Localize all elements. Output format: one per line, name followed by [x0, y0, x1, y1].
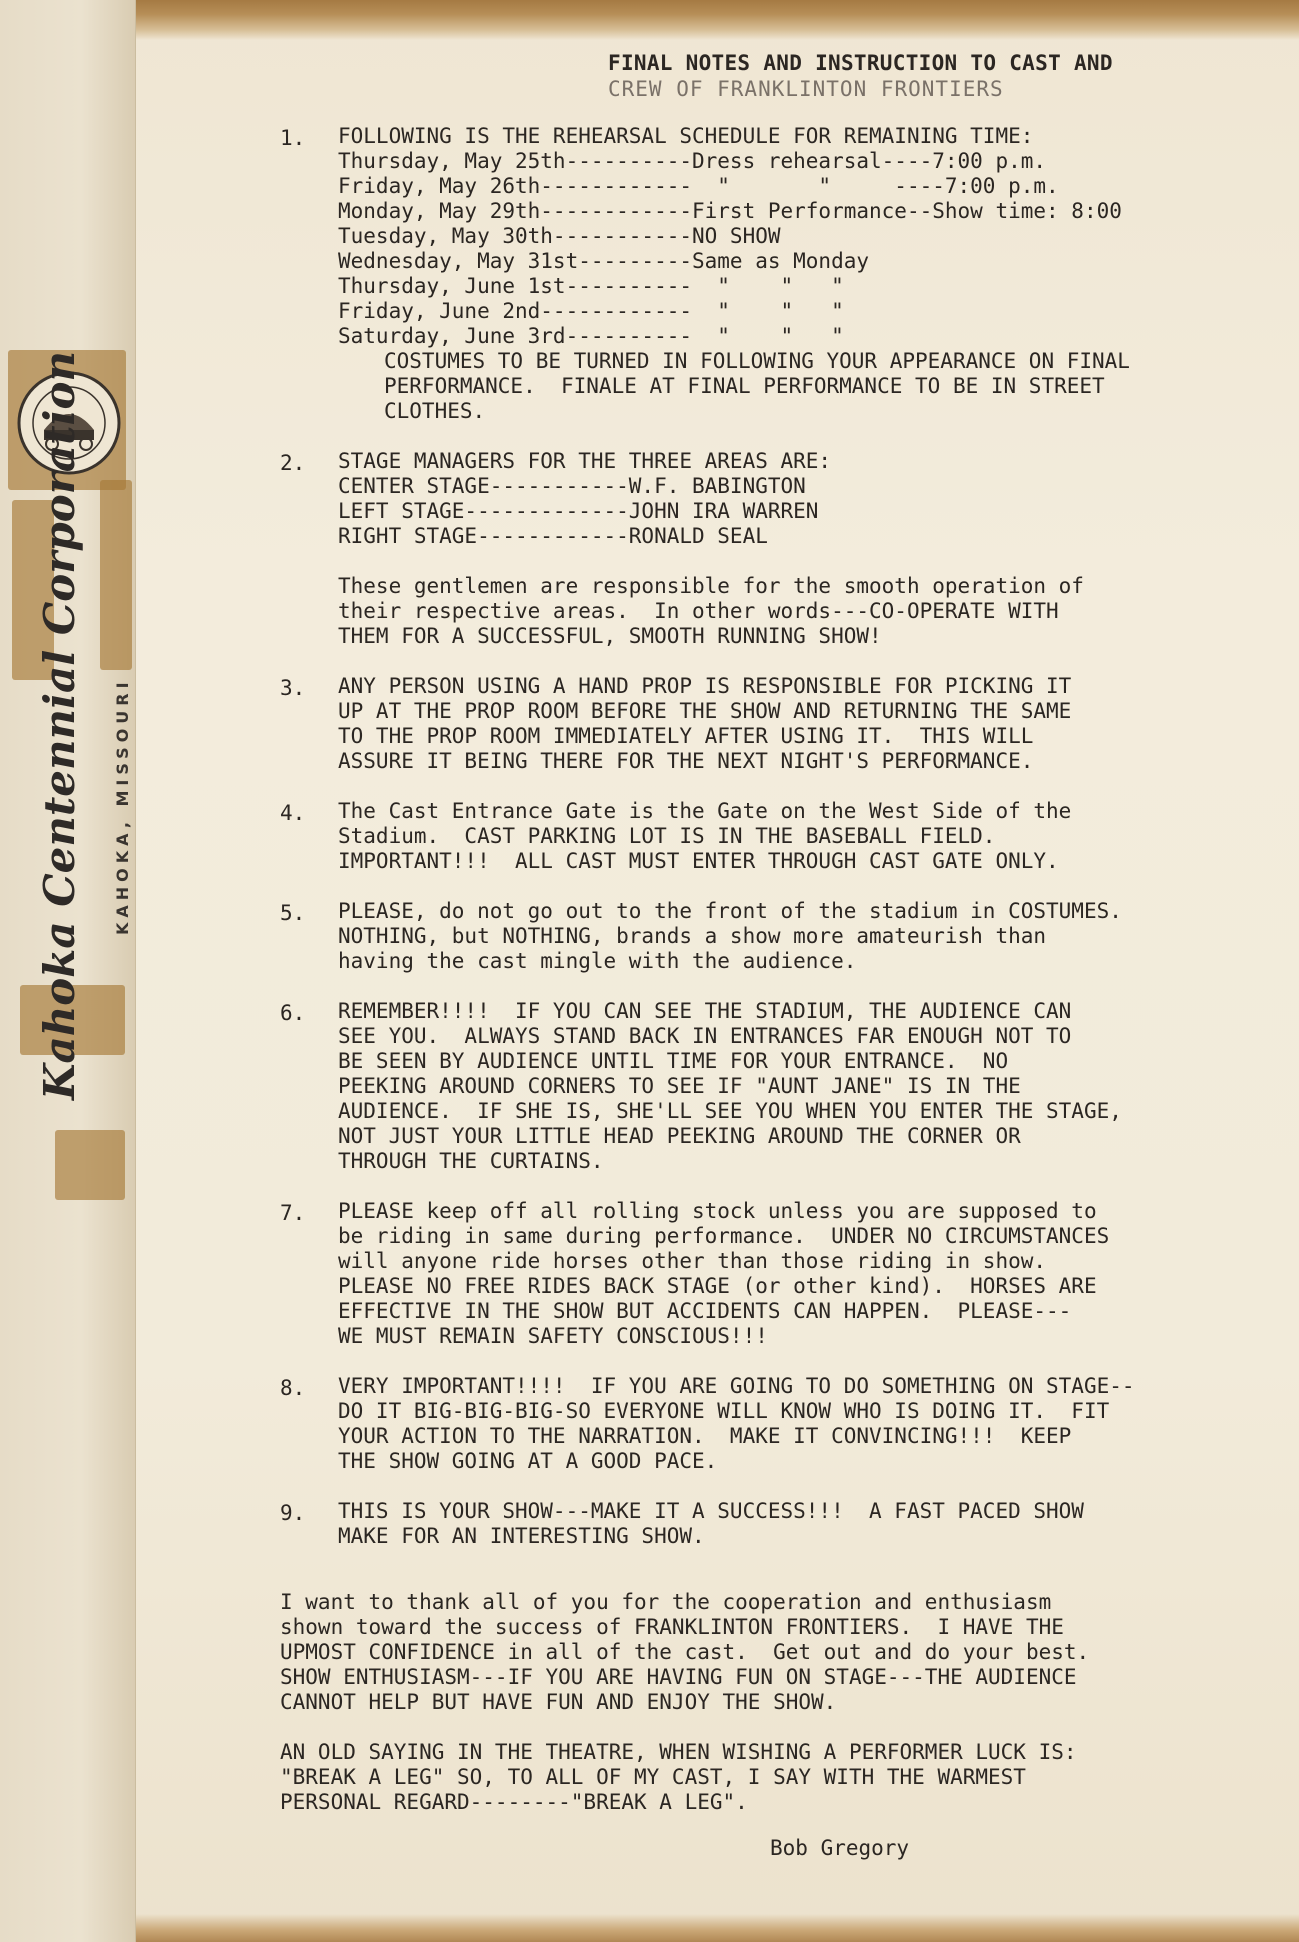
- item-line: LEFT STAGE-------------JOHN IRA WARREN: [338, 499, 819, 523]
- instruction-item-1: [280, 124, 1280, 424]
- paper-top-edge: [0, 0, 1299, 40]
- instruction-item-8: [280, 1374, 1280, 1474]
- item-note-line: PERFORMANCE. FINALE AT FINAL PERFORMANCE TO BE IN STREET: [384, 374, 1105, 398]
- item-line: THIS IS YOUR SHOW---MAKE IT A SUCCESS!!! A FAST PACED SHOW: [338, 1499, 1084, 1523]
- item-line: Stadium. CAST PARKING LOT IS IN THE BASEBALL FIELD.: [338, 824, 996, 848]
- closing-remarks: [280, 1590, 1280, 1840]
- item-number: 5.: [280, 901, 306, 925]
- closing-paragraph-2: [280, 1740, 1280, 1815]
- item-line: REMEMBER!!!! IF YOU CAN SEE THE STADIUM, THE AUDIENCE CAN: [338, 999, 1072, 1023]
- item-paragraph-line: These gentlemen are responsible for the smooth operation of: [338, 574, 1084, 598]
- instruction-item-3: [280, 674, 1280, 774]
- item-number: 6.: [280, 1001, 306, 1025]
- item-number: 1.: [280, 126, 306, 150]
- item-line: The Cast Entrance Gate is the Gate on the West Side of the: [338, 799, 1072, 823]
- instruction-item-2: [280, 449, 1280, 649]
- item-line: Thursday, May 25th----------Dress rehearsal----7:00 p.m.: [338, 149, 1047, 173]
- item-line: PLEASE NO FREE RIDES BACK STAGE (or other kind). HORSES ARE: [338, 1274, 1097, 1298]
- item-line: IMPORTANT!!! ALL CAST MUST ENTER THROUGH CAST GATE ONLY.: [338, 849, 1059, 873]
- item-line: SEE YOU. ALWAYS STAND BACK IN ENTRANCES FAR ENOUGH NOT TO: [338, 1024, 1072, 1048]
- paragraph-gap: [338, 549, 1280, 574]
- left-binding-strip: [0, 0, 136, 1942]
- instruction-item-4: [280, 799, 1280, 874]
- closing-line: PERSONAL REGARD--------"BREAK A LEG".: [280, 1790, 748, 1814]
- closing-paragraph-1: [280, 1590, 1280, 1715]
- item-line: will anyone ride horses other than those riding in show.: [338, 1249, 1047, 1273]
- item-paragraph-line: their respective areas. In other words---CO-OPERATE WITH: [338, 599, 1059, 623]
- item-line: STAGE MANAGERS FOR THE THREE AREAS ARE:: [338, 449, 832, 473]
- item-number: 9.: [280, 1501, 306, 1525]
- item-line: ANY PERSON USING A HAND PROP IS RESPONSIBLE FOR PICKING IT: [338, 674, 1072, 698]
- tape-piece: [55, 1130, 125, 1200]
- item-line: DO IT BIG-BIG-BIG-SO EVERYONE WILL KNOW WHO IS DOING IT. FIT: [338, 1399, 1110, 1423]
- item-line: AUDIENCE. IF SHE IS, SHE'LL SEE YOU WHEN YOU ENTER THE STAGE,: [338, 1099, 1122, 1123]
- item-line: PEEKING AROUND CORNERS TO SEE IF "AUNT JANE" IS IN THE: [338, 1074, 1021, 1098]
- item-line: Monday, May 29th------------First Performance--Show time: 8:00: [338, 199, 1122, 223]
- item-line: THE SHOW GOING AT A GOOD PACE.: [338, 1449, 718, 1473]
- closing-line: I want to thank all of you for the cooperation and enthusiasm: [280, 1590, 1052, 1614]
- item-number: 4.: [280, 801, 306, 825]
- item-line: ASSURE IT BEING THERE FOR THE NEXT NIGHT'S PERFORMANCE.: [338, 749, 1034, 773]
- item-line: UP AT THE PROP ROOM BEFORE THE SHOW AND RETURNING THE SAME: [338, 699, 1072, 723]
- closing-line: UPMOST CONFIDENCE in all of the cast. Get out and do your best.: [280, 1640, 1090, 1664]
- item-line: Thursday, June 1st---------- " " ": [338, 274, 844, 298]
- item-note-line: CLOTHES.: [384, 399, 486, 423]
- item-line: PLEASE keep off all rolling stock unless you are supposed to: [338, 1199, 1097, 1223]
- closing-line: CANNOT HELP BUT HAVE FUN AND ENJOY THE SHOW.: [280, 1690, 837, 1714]
- item-line: Wednesday, May 31st---------Same as Monday: [338, 249, 870, 273]
- instruction-item-7: [280, 1199, 1280, 1349]
- tape-piece: [100, 480, 132, 670]
- item-line: RIGHT STAGE------------RONALD SEAL: [338, 524, 768, 548]
- item-line: THROUGH THE CURTAINS.: [338, 1149, 604, 1173]
- title-line-2: CREW OF FRANKLINTON FRONTIERS: [608, 77, 1004, 101]
- closing-line: AN OLD SAYING IN THE THEATRE, WHEN WISHING A PERFORMER LUCK IS:: [280, 1740, 1077, 1764]
- item-line: CENTER STAGE-----------W.F. BABINGTON: [338, 474, 806, 498]
- closing-line: "BREAK A LEG" SO, TO ALL OF MY CAST, I SAY WITH THE WARMEST: [280, 1765, 1026, 1789]
- item-line: PLEASE, do not go out to the front of the stadium in COSTUMES.: [338, 899, 1122, 923]
- company-name: Kahoka Centennial Corporation: [35, 350, 84, 1100]
- item-line: Tuesday, May 30th-----------NO SHOW: [338, 224, 781, 248]
- item-note-line: COSTUMES TO BE TURNED IN FOLLOWING YOUR APPEARANCE ON FINAL: [384, 349, 1130, 373]
- item-line: BE SEEN BY AUDIENCE UNTIL TIME FOR YOUR ENTRANCE. NO: [338, 1049, 1009, 1073]
- item-line: NOTHING, but NOTHING, brands a show more amateurish than: [338, 924, 1047, 948]
- instruction-item-9: [280, 1499, 1280, 1549]
- item-line: FOLLOWING IS THE REHEARSAL SCHEDULE FOR REMAINING TIME:: [338, 124, 1034, 148]
- item-line: NOT JUST YOUR LITTLE HEAD PEEKING AROUND THE CORNER OR: [338, 1124, 1021, 1148]
- item-number: 7.: [280, 1201, 306, 1225]
- instruction-item-5: [280, 899, 1280, 974]
- closing-line: SHOW ENTHUSIASM---IF YOU ARE HAVING FUN ON STAGE---THE AUDIENCE: [280, 1665, 1077, 1689]
- document-title: [608, 50, 1113, 102]
- company-city: KAHOKA, MISSOURI: [113, 677, 132, 935]
- item-number: 3.: [280, 676, 306, 700]
- item-line: Friday, June 2nd------------ " " ": [338, 299, 844, 323]
- instruction-item-6: [280, 999, 1280, 1174]
- instruction-list: [280, 124, 1280, 1574]
- item-line: VERY IMPORTANT!!!! IF YOU ARE GOING TO DO SOMETHING ON STAGE--: [338, 1374, 1135, 1398]
- closing-line: shown toward the success of FRANKLINTON FRONTIERS. I HAVE THE: [280, 1615, 1064, 1639]
- item-paragraph-line: THEM FOR A SUCCESSFUL, SMOOTH RUNNING SHOW!: [338, 624, 882, 648]
- item-line: Saturday, June 3rd---------- " " ": [338, 324, 844, 348]
- item-number: 8.: [280, 1376, 306, 1400]
- item-number: 2.: [280, 451, 306, 475]
- item-line: MAKE FOR AN INTERESTING SHOW.: [338, 1524, 705, 1548]
- item-line: Friday, May 26th------------ " " ----7:00 p.m.: [338, 174, 1059, 198]
- item-line: TO THE PROP ROOM IMMEDIATELY AFTER USING IT. THIS WILL: [338, 724, 1034, 748]
- title-line-1: FINAL NOTES AND INSTRUCTION TO CAST AND: [608, 51, 1113, 75]
- paper-bottom-edge: [0, 1914, 1299, 1942]
- item-line: having the cast mingle with the audience.: [338, 949, 857, 973]
- signature: Bob Gregory: [770, 1836, 910, 1860]
- item-line: EFFECTIVE IN THE SHOW BUT ACCIDENTS CAN HAPPEN. PLEASE---: [338, 1299, 1072, 1323]
- item-line: WE MUST REMAIN SAFETY CONSCIOUS!!!: [338, 1324, 768, 1348]
- item-line: be riding in same during performance. UNDER NO CIRCUMSTANCES: [338, 1224, 1110, 1248]
- item-line: YOUR ACTION TO THE NARRATION. MAKE IT CONVINCING!!! KEEP: [338, 1424, 1072, 1448]
